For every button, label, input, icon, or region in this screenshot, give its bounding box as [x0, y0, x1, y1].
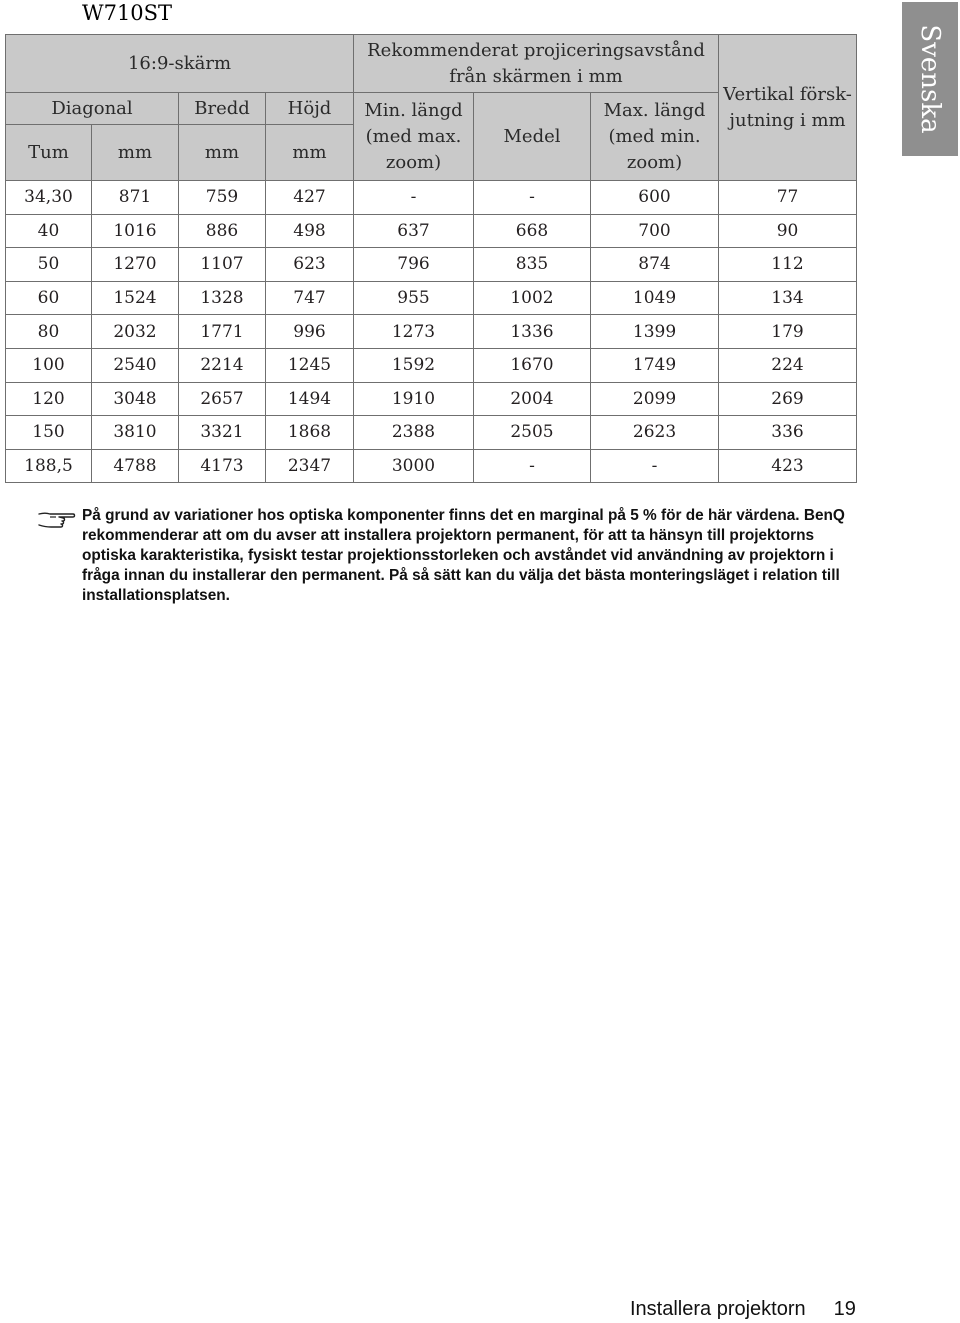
height-header: Höjd	[266, 93, 354, 125]
projection-distance-table	[5, 34, 857, 483]
page-number: 19	[833, 1298, 856, 1320]
table-cell: 955	[354, 281, 474, 315]
diagonal-header: Diagonal	[6, 93, 179, 125]
table-cell: 835	[474, 248, 591, 282]
table-cell: 1524	[92, 281, 179, 315]
table-cell: 747	[266, 281, 354, 315]
table-cell: -	[354, 181, 474, 215]
table-cell: 34,30	[6, 181, 92, 215]
table-row	[6, 315, 857, 349]
table-cell: 1399	[591, 315, 719, 349]
table-cell: 1910	[354, 382, 474, 416]
unit-mm: mm	[179, 125, 266, 181]
table-cell: 120	[6, 382, 92, 416]
table-cell: 269	[719, 382, 857, 416]
table-cell: 2505	[474, 416, 591, 450]
table-cell: 150	[6, 416, 92, 450]
page-footer	[630, 1298, 856, 1321]
table-cell: -	[474, 181, 591, 215]
min-length-header: Min. längd (med max. zoom)	[354, 93, 474, 181]
table-row	[6, 214, 857, 248]
table-row	[6, 382, 857, 416]
table-cell: 1494	[266, 382, 354, 416]
table-cell: 3048	[92, 382, 179, 416]
table-cell: 3810	[92, 416, 179, 450]
table-cell: 1107	[179, 248, 266, 282]
table-cell: 637	[354, 214, 474, 248]
language-tab	[902, 2, 958, 156]
table-cell: 77	[719, 181, 857, 215]
table-cell: 2540	[92, 348, 179, 382]
table-cell: 90	[719, 214, 857, 248]
table-cell: 224	[719, 348, 857, 382]
table-cell: 4173	[179, 449, 266, 483]
table-cell: 600	[591, 181, 719, 215]
max-length-header: Max. längd (med min. zoom)	[591, 93, 719, 181]
table-row	[6, 416, 857, 450]
table-cell: 1270	[92, 248, 179, 282]
table-cell: 3321	[179, 416, 266, 450]
table-cell: 40	[6, 214, 92, 248]
table-cell: 2214	[179, 348, 266, 382]
table-cell: 623	[266, 248, 354, 282]
table-cell: 796	[354, 248, 474, 282]
table-cell: 1592	[354, 348, 474, 382]
table-cell: 759	[179, 181, 266, 215]
table-cell: 498	[266, 214, 354, 248]
table-cell: 423	[719, 449, 857, 483]
table-cell: 134	[719, 281, 857, 315]
table-cell: 100	[6, 348, 92, 382]
table-cell: 336	[719, 416, 857, 450]
table-cell: 871	[92, 181, 179, 215]
table-cell: 80	[6, 315, 92, 349]
table-cell: 1336	[474, 315, 591, 349]
table-cell: 3000	[354, 449, 474, 483]
table-cell: 886	[179, 214, 266, 248]
table-row	[6, 181, 857, 215]
table-cell: 668	[474, 214, 591, 248]
medium-header: Medel	[474, 93, 591, 181]
screen-group-header: 16:9-skärm	[6, 35, 354, 93]
table-cell: 1002	[474, 281, 591, 315]
table-cell: -	[474, 449, 591, 483]
projection-group-header: Rekommenderat projiceringsavstånd från skärmen i mm	[354, 35, 719, 93]
table-cell: 427	[266, 181, 354, 215]
table-cell: 996	[266, 315, 354, 349]
table-cell: 874	[591, 248, 719, 282]
table-cell: 179	[719, 315, 857, 349]
table-cell: 2657	[179, 382, 266, 416]
unit-mm: mm	[266, 125, 354, 181]
table-cell: -	[591, 449, 719, 483]
table-row	[6, 348, 857, 382]
table-cell: 2099	[591, 382, 719, 416]
pointing-hand-icon	[37, 508, 77, 532]
table-cell: 1273	[354, 315, 474, 349]
language-tab-label: Svenska	[915, 24, 945, 134]
table-cell: 2347	[266, 449, 354, 483]
table-cell: 1749	[591, 348, 719, 382]
table-cell: 4788	[92, 449, 179, 483]
table-cell: 700	[591, 214, 719, 248]
vertical-offset-header: Vertikal försk-jutning i mm	[719, 35, 857, 181]
table-cell: 60	[6, 281, 92, 315]
table-cell: 2004	[474, 382, 591, 416]
table-cell: 50	[6, 248, 92, 282]
unit-mm: mm	[92, 125, 179, 181]
table-row	[6, 248, 857, 282]
table-cell: 1328	[179, 281, 266, 315]
model-title: W710ST	[82, 1, 173, 25]
table-cell: 188,5	[6, 449, 92, 483]
note-text: På grund av variationer hos optiska komponenter finns det en marginal på 5 % för de här värdena. BenQ rekommenderar att om du avser att installera projektorn permanent, för att ta hänsyn till projektorns optiska karakteristika, fysiskt testar projektionsstorleken och avståndet vid användning av projektorn i fråga innan du installerar den permanent. På så sätt kan du välja det bästa monteringsläget i relation till installationsplatsen.	[82, 507, 845, 604]
table-cell: 1670	[474, 348, 591, 382]
unit-tum: Tum	[6, 125, 92, 181]
table-cell: 2032	[92, 315, 179, 349]
table-cell: 2623	[591, 416, 719, 450]
table-cell: 1016	[92, 214, 179, 248]
table-body	[6, 181, 857, 483]
table-cell: 1245	[266, 348, 354, 382]
table-cell: 1771	[179, 315, 266, 349]
table-row	[6, 449, 857, 483]
width-header: Bredd	[179, 93, 266, 125]
table-cell: 2388	[354, 416, 474, 450]
table-cell: 1049	[591, 281, 719, 315]
table-row	[6, 281, 857, 315]
note	[37, 506, 867, 606]
table-cell: 112	[719, 248, 857, 282]
table-cell: 1868	[266, 416, 354, 450]
footer-section-title: Installera projektorn	[630, 1298, 806, 1320]
